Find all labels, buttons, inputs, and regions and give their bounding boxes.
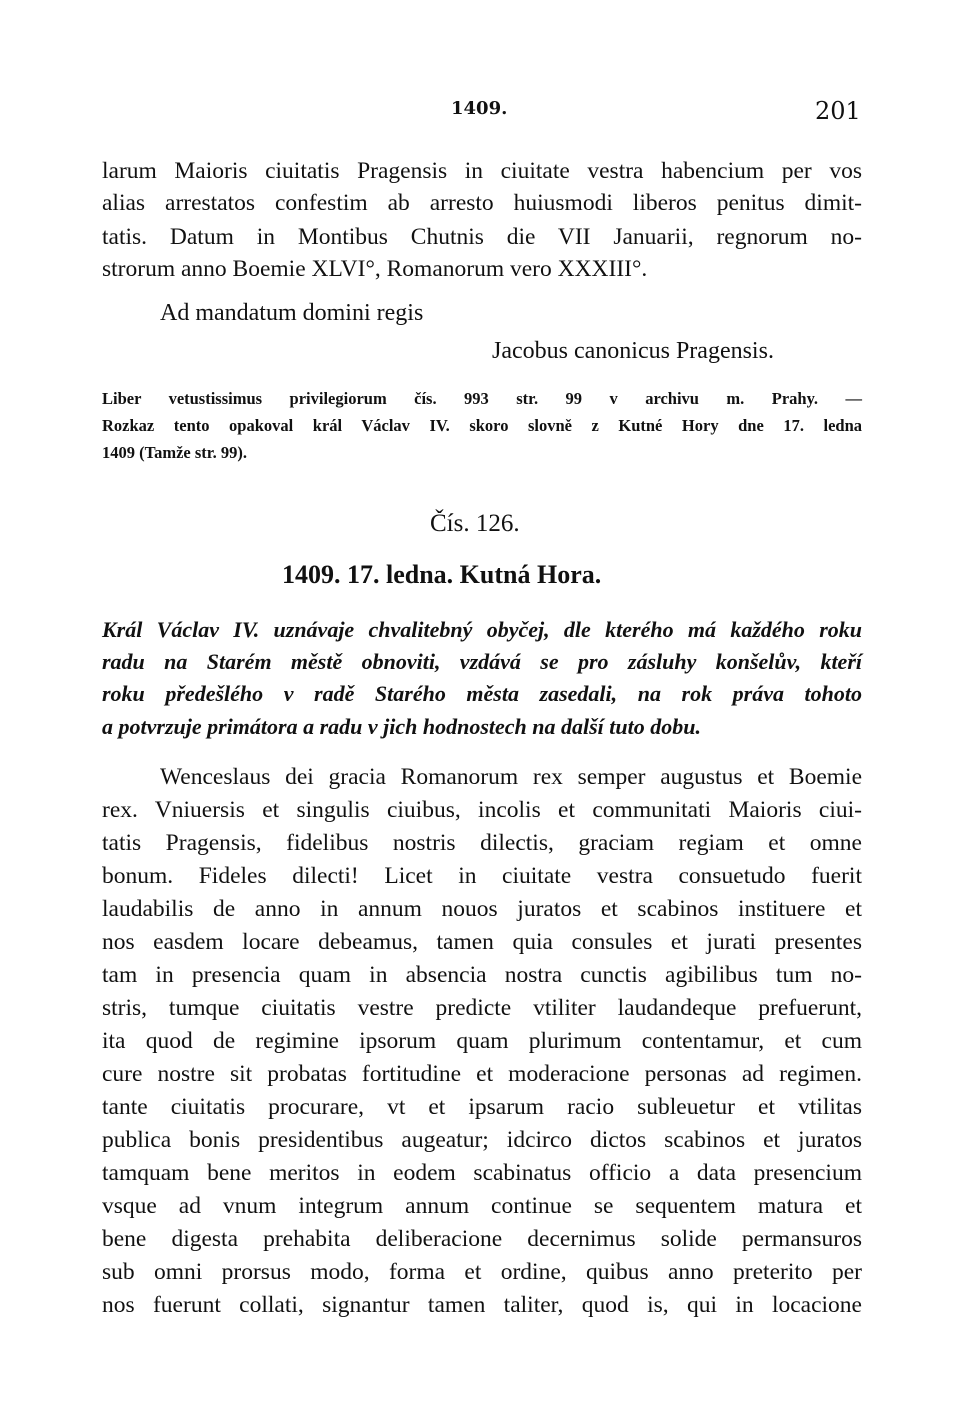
body-line: vsque ad vnum integrum annum continue se sequentem matura et — [102, 1193, 862, 1219]
running-header-year: 1409. — [451, 98, 508, 119]
body-line: tam in presencia quam in absencia nostra cunctis agibilibus tum no- — [102, 962, 862, 988]
text-line: tatis. Datum in Montibus Chutnis die VII Januarii, regnorum no- — [102, 224, 862, 250]
body-line: tamquam bene meritos in eodem scabinatus officio a data presencium — [102, 1160, 862, 1186]
note-line: Rozkaz tento opakoval král Václav IV. skoro slovně z Kutné Hory dne 17. ledna — [102, 416, 862, 435]
signature-line: Jacobus canonicus Pragensis. — [492, 338, 774, 364]
body-line: nos fuerunt collati, signantur tamen taliter, quod is, qui in locacione — [102, 1292, 862, 1318]
body-line: sub omni prorsus modo, forma et ordine, quibus anno preterito per — [102, 1259, 862, 1285]
text-line: strorum anno Boemie XLVI°, Romanorum vero XXXIII°. — [102, 256, 648, 282]
document-number: Čís. 126. — [430, 510, 520, 537]
regest-line: a potvrzuje primátora a radu v jich hodnostech na další tuto dobu. — [102, 714, 701, 739]
body-line: tante ciuitatis procurare, vt et ipsarum racio subleuetur et vtilitas — [102, 1094, 862, 1120]
body-line: bonum. Fideles dilecti! Licet in ciuitate vestra consuetudo fuerit — [102, 863, 862, 889]
body-line: ita quod de regimine ipsorum quam plurimum contentamur, et cum — [102, 1028, 862, 1054]
text-line: larum Maioris ciuitatis Pragensis in ciuitate vestra habencium per vos — [102, 158, 862, 184]
regest-line: roku předešlého v radě Starého města zasedali, na rok práva tohoto — [102, 681, 862, 706]
body-line: laudabilis de anno in annum nouos juratos et scabinos instituere et — [102, 896, 862, 922]
body-line: nos easdem locare debeamus, tamen quia consules et jurati presentes — [102, 929, 862, 955]
regest-line: radu na Starém městě obnoviti, vzdává se pro zásluhy konšelův, kteří — [102, 649, 862, 674]
body-line: Wenceslaus dei gracia Romanorum rex semper augustus et Boemie — [160, 764, 862, 790]
body-line: rex. Vniuersis et singulis ciuibus, incolis et communitati Maioris ciui- — [102, 797, 862, 823]
body-line: stris, tumque ciuitatis vestre predicte vtiliter laudandeque prefuerunt, — [102, 995, 862, 1021]
note-line: Liber vetustissimus privilegiorum čís. 993 str. 99 v archivu m. Prahy. — — [102, 389, 862, 408]
body-line: bene digesta prehabita deliberacione decernimus solide permansuros — [102, 1226, 862, 1252]
regest-line: Král Václav IV. uznávaje chvalitebný obyčej, dle kterého má každého roku — [102, 617, 862, 642]
text-line: alias arrestatos confestim ab arresto huiusmodi liberos penitus dimit- — [102, 190, 862, 216]
note-line: 1409 (Tamže str. 99). — [102, 443, 247, 462]
body-line: publica bonis presidentibus augeatur; idcirco dictos scabinos et juratos — [102, 1127, 862, 1153]
body-line: cure nostre sit probatas fortitudine et moderacione personas ad regimen. — [102, 1061, 862, 1087]
body-line: tatis Pragensis, fidelibus nostris dilectis, graciam regiam et omne — [102, 830, 862, 856]
mandate-line: Ad mandatum domini regis — [160, 300, 424, 326]
page-number: 201 — [815, 97, 861, 125]
dateline: 1409. 17. ledna. Kutná Hora. — [282, 560, 602, 589]
